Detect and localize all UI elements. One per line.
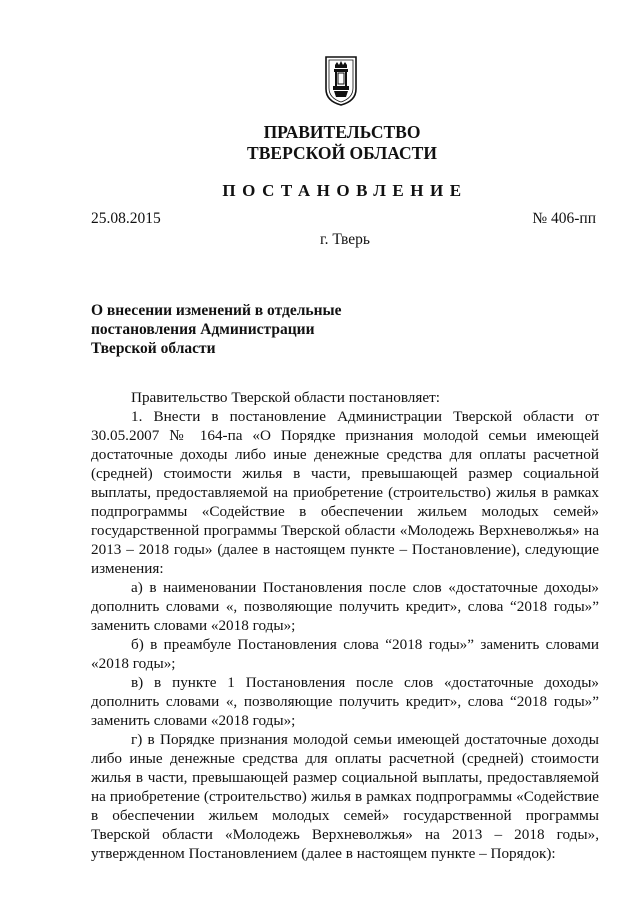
body-paragraph-a: а) в наименовании Постановления после слов «достаточные доходы» дополнить словами «, позволяющие получить кредит», слова “2018 годы»” заменить словами «2018 годы»; (91, 579, 599, 634)
subject-line-1: О внесении изменений в отдельные (91, 302, 342, 319)
document-date: 25.08.2015 (91, 210, 161, 227)
body-paragraph-g: г) в Порядке признания молодой семьи имеющей достаточные доходы либо иные денежные средства для оплаты расчетной (средней) стоимости жилья в части, превышающей размер социальной выплаты, предоставляемой на приобретение (строительство) жилья в рамках подпрограммы «Содействие в обеспечении жильем молодых семей» государственной программы Тверской области «Молодежь Верхневолжья» на 2013 – 2018 годы», утвержденном Постановлением (далее в настоящем пункте – Порядок): (91, 731, 599, 862)
document-type: ПОСТАНОВЛЕНИЕ (222, 181, 468, 200)
document-body (91, 388, 599, 863)
body-paragraph-b: б) в преамбуле Постановления слова “2018 годы»” заменить словами «2018 годы»; (91, 636, 599, 672)
body-paragraph-preamble: Правительство Тверской области постановляет: (131, 389, 440, 406)
document-city: г. Тверь (320, 231, 370, 248)
body-paragraph-v: в) в пункте 1 Постановления после слов «достаточные доходы» дополнить словами «, позволяющие получить кредит», слова “2018 годы»” заменить словами «2018 годы»; (91, 674, 599, 729)
document-subject (91, 301, 391, 358)
org-line-1: ПРАВИТЕЛЬСТВО (263, 122, 421, 142)
subject-line-2: постановления Администрации (91, 321, 315, 338)
document-number: № 406-пп (532, 210, 596, 227)
tver-coat-of-arms-icon (323, 53, 359, 107)
government-title (0, 122, 640, 164)
subject-line-3: Тверской области (91, 340, 216, 357)
body-paragraph-1: 1. Внести в постановление Администрации Тверской области от 30.05.2007 № 164-па «О Порядке признания молодой семьи имеющей достаточные доходы либо иные денежные средства для оплаты расчетной (средней) стоимости жилья в части, превышающей размер социальной выплаты, предоставляемой на приобретение (строительство) жилья в рамках подпрограммы «Содействие в обеспечении жильем молодых семей» государственной программы Тверской области «Молодежь Верхневолжья» на 2013 – 2018 годы» (далее в настоящем пункте – Постановление), следующие изменения: (91, 408, 599, 577)
org-line-2: ТВЕРСКОЙ ОБЛАСТИ (247, 143, 437, 163)
